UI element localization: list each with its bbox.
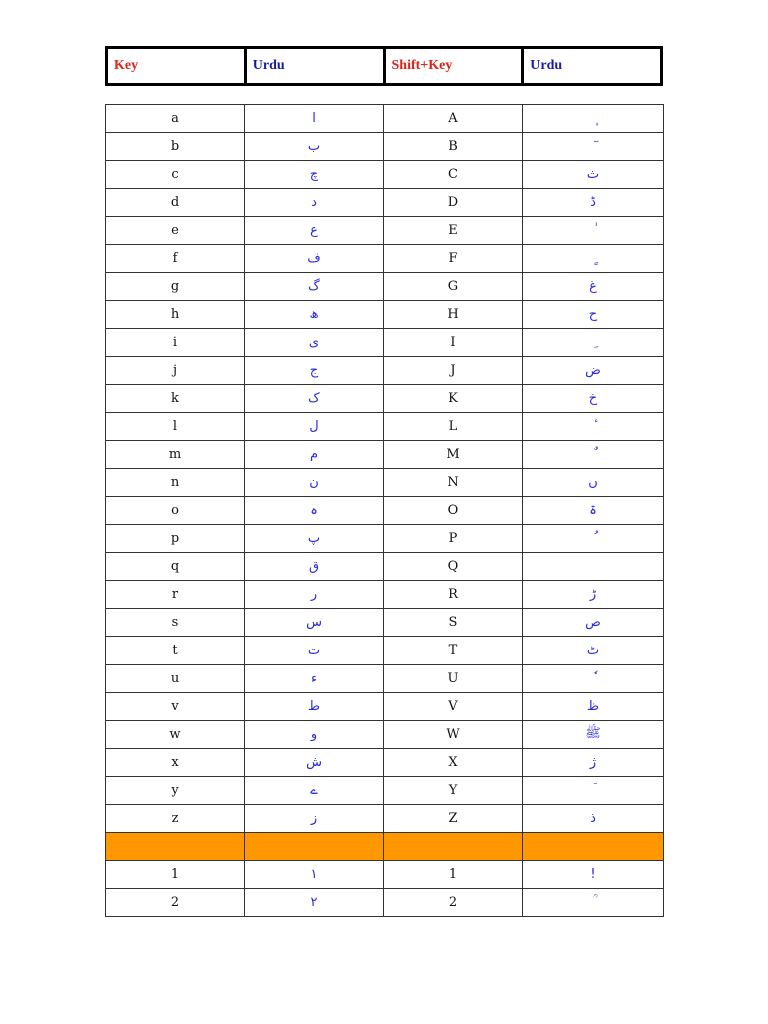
key-cell: x — [106, 749, 245, 777]
shift-urdu-cell: ڑ — [523, 581, 664, 609]
table-row — [106, 553, 664, 581]
urdu-cell: ا — [245, 105, 384, 133]
table-row — [106, 329, 664, 357]
key-cell: l — [106, 413, 245, 441]
key-cell: s — [106, 609, 245, 637]
urdu-cell: ر — [245, 581, 384, 609]
urdu-cell: ے — [245, 777, 384, 805]
table-row — [106, 105, 664, 133]
table-row — [106, 161, 664, 189]
urdu-cell: ۱ — [245, 861, 384, 889]
shift-urdu-cell: خ — [523, 385, 664, 413]
table-row — [106, 861, 664, 889]
table-row — [106, 189, 664, 217]
key-cell: y — [106, 777, 245, 805]
key-cell: m — [106, 441, 245, 469]
urdu-cell: ز — [245, 805, 384, 833]
shift-key-cell: W — [384, 721, 523, 749]
shift-urdu-cell — [523, 245, 664, 273]
shift-key-cell: U — [384, 665, 523, 693]
table-row — [106, 385, 664, 413]
shift-urdu-cell: ث — [523, 161, 664, 189]
urdu-cell: ل — [245, 413, 384, 441]
shift-key-cell: X — [384, 749, 523, 777]
shift-key-cell: Z — [384, 805, 523, 833]
shift-urdu-cell — [523, 553, 664, 581]
shift-urdu-cell — [523, 105, 664, 133]
table-row — [106, 749, 664, 777]
shift-urdu-cell: ص — [523, 609, 664, 637]
header-shift-key: Shift+Key — [384, 48, 523, 85]
shift-key-cell: E — [384, 217, 523, 245]
urdu-cell: ع — [245, 217, 384, 245]
urdu-cell: ق — [245, 553, 384, 581]
shift-urdu-cell — [523, 441, 664, 469]
key-cell: f — [106, 245, 245, 273]
table-row — [106, 273, 664, 301]
table-row — [106, 245, 664, 273]
table-row — [106, 525, 664, 553]
shift-urdu-cell: ۃ — [523, 497, 664, 525]
shift-key-cell: C — [384, 161, 523, 189]
shift-key-cell: J — [384, 357, 523, 385]
table-row — [106, 693, 664, 721]
key-cell: w — [106, 721, 245, 749]
key-cell: j — [106, 357, 245, 385]
urdu-cell: و — [245, 721, 384, 749]
key-cell: r — [106, 581, 245, 609]
shift-key-cell: P — [384, 525, 523, 553]
shift-urdu-cell — [523, 525, 664, 553]
urdu-cell: ھ — [245, 301, 384, 329]
shift-urdu-cell — [523, 413, 664, 441]
separator-cell — [384, 833, 523, 861]
urdu-cell: ت — [245, 637, 384, 665]
key-cell: i — [106, 329, 245, 357]
key-cell: a — [106, 105, 245, 133]
shift-urdu-cell — [523, 889, 664, 917]
urdu-cell: گ — [245, 273, 384, 301]
table-row — [106, 889, 664, 917]
shift-urdu-cell: ! — [523, 861, 664, 889]
header-urdu: Urdu — [245, 48, 384, 85]
shift-key-cell: F — [384, 245, 523, 273]
header-table — [105, 46, 663, 86]
shift-key-cell: S — [384, 609, 523, 637]
table-row — [106, 777, 664, 805]
key-cell: h — [106, 301, 245, 329]
shift-key-cell: R — [384, 581, 523, 609]
shift-urdu-cell — [523, 665, 664, 693]
header-row — [107, 48, 662, 85]
urdu-cell: س — [245, 609, 384, 637]
key-cell: b — [106, 133, 245, 161]
key-cell: 2 — [106, 889, 245, 917]
shift-key-cell: B — [384, 133, 523, 161]
urdu-cell: م — [245, 441, 384, 469]
shift-key-cell: G — [384, 273, 523, 301]
separator-cell — [106, 833, 245, 861]
shift-key-cell: 2 — [384, 889, 523, 917]
separator-cell — [523, 833, 664, 861]
shift-key-cell: N — [384, 469, 523, 497]
shift-key-cell: D — [384, 189, 523, 217]
urdu-cell: ن — [245, 469, 384, 497]
urdu-cell: پ — [245, 525, 384, 553]
urdu-cell: د — [245, 189, 384, 217]
urdu-cell: ۲ — [245, 889, 384, 917]
key-cell: c — [106, 161, 245, 189]
table-row — [106, 581, 664, 609]
key-cell: t — [106, 637, 245, 665]
shift-key-cell: I — [384, 329, 523, 357]
table-row — [106, 805, 664, 833]
key-cell: p — [106, 525, 245, 553]
shift-urdu-cell: ح — [523, 301, 664, 329]
shift-key-cell: K — [384, 385, 523, 413]
shift-urdu-cell: ں — [523, 469, 664, 497]
keyboard-mapping-table — [105, 104, 664, 917]
urdu-cell: ج — [245, 357, 384, 385]
shift-key-cell: M — [384, 441, 523, 469]
shift-key-cell: Y — [384, 777, 523, 805]
shift-key-cell: A — [384, 105, 523, 133]
table-row — [106, 357, 664, 385]
shift-urdu-cell: ڈ — [523, 189, 664, 217]
key-cell: z — [106, 805, 245, 833]
shift-urdu-cell — [523, 133, 664, 161]
shift-urdu-cell — [523, 777, 664, 805]
table-row — [106, 133, 664, 161]
urdu-cell: ف — [245, 245, 384, 273]
key-cell: n — [106, 469, 245, 497]
shift-key-cell: L — [384, 413, 523, 441]
urdu-cell: ی — [245, 329, 384, 357]
table-row — [106, 217, 664, 245]
shift-urdu-cell: ﷺ — [523, 721, 664, 749]
shift-key-cell: 1 — [384, 861, 523, 889]
key-cell: q — [106, 553, 245, 581]
header-key: Key — [107, 48, 246, 85]
key-cell: d — [106, 189, 245, 217]
separator-row — [106, 833, 664, 861]
shift-urdu-cell: ٹ — [523, 637, 664, 665]
table-row — [106, 721, 664, 749]
urdu-cell: ک — [245, 385, 384, 413]
table-row — [106, 469, 664, 497]
key-cell: e — [106, 217, 245, 245]
urdu-cell: ش — [245, 749, 384, 777]
urdu-cell: چ — [245, 161, 384, 189]
shift-key-cell: V — [384, 693, 523, 721]
shift-urdu-cell: ظ — [523, 693, 664, 721]
key-cell: 1 — [106, 861, 245, 889]
table-row — [106, 609, 664, 637]
urdu-cell: ب — [245, 133, 384, 161]
shift-key-cell: Q — [384, 553, 523, 581]
shift-urdu-cell: ذ — [523, 805, 664, 833]
table-row — [106, 301, 664, 329]
table-row — [106, 497, 664, 525]
shift-urdu-cell — [523, 217, 664, 245]
urdu-cell: ط — [245, 693, 384, 721]
table-row — [106, 413, 664, 441]
key-cell: o — [106, 497, 245, 525]
shift-key-cell: O — [384, 497, 523, 525]
shift-urdu-cell: ژ — [523, 749, 664, 777]
shift-key-cell: H — [384, 301, 523, 329]
key-cell: u — [106, 665, 245, 693]
key-cell: v — [106, 693, 245, 721]
table-row — [106, 637, 664, 665]
separator-cell — [245, 833, 384, 861]
table-row — [106, 441, 664, 469]
key-cell: g — [106, 273, 245, 301]
key-cell: k — [106, 385, 245, 413]
shift-urdu-cell: ض — [523, 357, 664, 385]
table-row — [106, 665, 664, 693]
urdu-cell: ہ — [245, 497, 384, 525]
header-shift-urdu: Urdu — [523, 48, 662, 85]
shift-urdu-cell: غ — [523, 273, 664, 301]
shift-urdu-cell — [523, 329, 664, 357]
shift-key-cell: T — [384, 637, 523, 665]
urdu-cell: ء — [245, 665, 384, 693]
